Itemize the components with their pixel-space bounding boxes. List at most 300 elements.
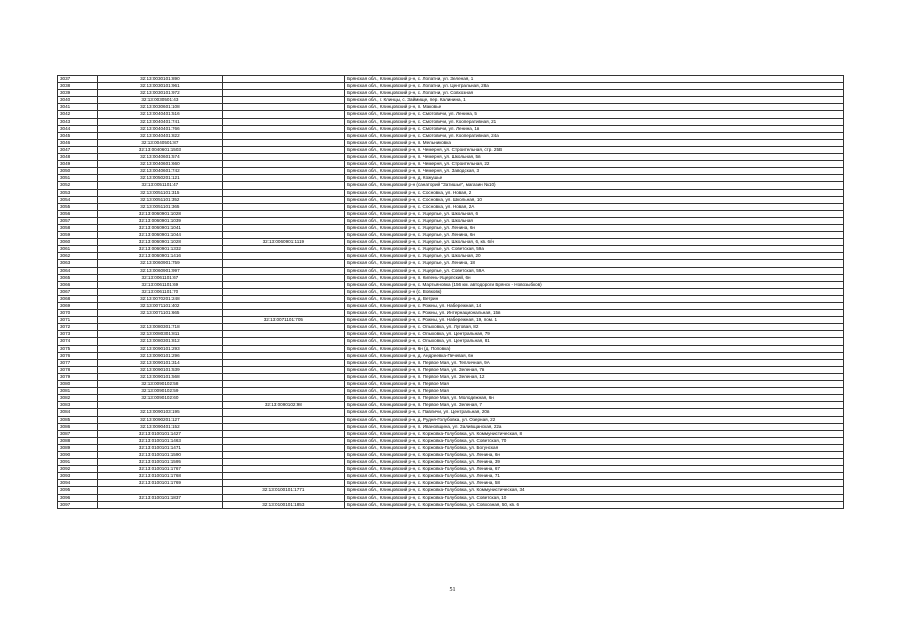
table-row	[58, 168, 844, 175]
row-number-cell: 3061	[58, 246, 98, 253]
address-cell: Брянская обл., Клинцовский р-н, п. Первое Мая, ул. Зеленая, 7	[345, 402, 844, 409]
row-number-cell: 3044	[58, 125, 98, 132]
table-row	[58, 303, 844, 310]
table-row	[58, 423, 844, 430]
address-cell: Брянская обл., Клинцовский р-н, с. Рожны, ул. Набережная, 14	[345, 303, 844, 310]
object-cadastral-number-cell	[222, 466, 344, 473]
address-cell: Брянская обл., Клинцовский р-н, п. Чемерня, ул. Строительная, 22	[345, 161, 844, 168]
address-cell: Брянская обл., Клинцовский р-н, с. Рожны, ул. Интернациональная, 15в	[345, 310, 844, 317]
table-row	[58, 444, 844, 451]
row-number-cell: 3038	[58, 83, 98, 90]
object-cadastral-number-cell: 32:13:0060901:1119	[222, 239, 344, 246]
address-cell: Брянская обл., Клинцовский р-н, п. Маковье	[345, 104, 844, 111]
address-cell: Брянская обл., Клинцовский р-н, с. Сосновка, ул. Новая, 2	[345, 189, 844, 196]
land-cadastral-number-cell: 32:13:0071101:665	[98, 310, 222, 317]
object-cadastral-number-cell	[222, 274, 344, 281]
table-row	[58, 494, 844, 501]
object-cadastral-number-cell	[222, 168, 344, 175]
object-cadastral-number-cell	[222, 76, 344, 83]
address-cell: Брянская обл., Клинцовский р-н, с. Коржовка-Голубовка, ул. Ленина, 58	[345, 480, 844, 487]
land-cadastral-number-cell: 32:13:0040601:574	[98, 154, 222, 161]
land-cadastral-number-cell: 32:13:0080301:718	[98, 324, 222, 331]
object-cadastral-number-cell	[222, 125, 344, 132]
land-cadastral-number-cell: 32:13:0090101:568	[98, 373, 222, 380]
table-row	[58, 118, 844, 125]
table-row	[58, 210, 844, 217]
row-number-cell: 3045	[58, 132, 98, 139]
land-cadastral-number-cell: 32:13:0080301:812	[98, 338, 222, 345]
object-cadastral-number-cell	[222, 303, 344, 310]
land-cadastral-number-cell: 32:13:0060901:997	[98, 267, 222, 274]
object-cadastral-number-cell	[222, 246, 344, 253]
address-cell: Брянская обл., Клинцовский р-н, п. Первое Мая	[345, 388, 844, 395]
land-cadastral-number-cell: 32:13:0060901:1041	[98, 224, 222, 231]
row-number-cell: 3087	[58, 430, 98, 437]
address-cell: Брянская обл., Клинцовский р-н, п. Кипень-Ущерпский, 6н	[345, 274, 844, 281]
table-row	[58, 239, 844, 246]
object-cadastral-number-cell	[222, 146, 344, 153]
table-row	[58, 97, 844, 104]
table-row	[58, 83, 844, 90]
table-row	[58, 111, 844, 118]
address-cell: Брянская обл., Клинцовский р-н, д. Кожушье	[345, 175, 844, 182]
land-cadastral-number-cell: 32:13:0030601:108	[98, 104, 222, 111]
land-cadastral-number-cell: 32:13:0040401:741	[98, 118, 222, 125]
land-cadastral-number-cell: 32:13:0060901:1028	[98, 239, 222, 246]
row-number-cell: 3091	[58, 459, 98, 466]
land-cadastral-number-cell: 32:13:0070201:248	[98, 295, 222, 302]
land-cadastral-number-cell: 32:13:0100101:1767	[98, 466, 222, 473]
row-number-cell: 3060	[58, 239, 98, 246]
land-cadastral-number-cell: 32:13:0040401:516	[98, 111, 222, 118]
address-cell: Брянская обл., Клинцовский р-н, п. Чемерня, ул. Заводская, 3	[345, 168, 844, 175]
object-cadastral-number-cell	[222, 423, 344, 430]
address-cell: Брянская обл., Клинцовский р-н, с. Смотовичи, ул. Ленина, 1в	[345, 125, 844, 132]
address-cell: Брянская обл., Клинцовский р-н, п. Чемерня, ул. Строительная, стр. 25В	[345, 146, 844, 153]
row-number-cell: 3078	[58, 366, 98, 373]
row-number-cell: 3089	[58, 444, 98, 451]
address-cell: Брянская обл., Клинцовский р-н, с. Ущерпье, ул. Школьная	[345, 217, 844, 224]
object-cadastral-number-cell	[222, 345, 344, 352]
table-row	[58, 90, 844, 97]
table-body	[58, 76, 844, 509]
object-cadastral-number-cell	[222, 288, 344, 295]
table-row	[58, 352, 844, 359]
address-cell: Брянская обл., Клинцовский р-н, с. Ущерпье, ул. Ленина, 18	[345, 260, 844, 267]
row-number-cell: 3059	[58, 232, 98, 239]
table-row	[58, 288, 844, 295]
address-cell: Брянская обл., Клинцовский р-н, с. Опыховка, ул. Луговая, 82	[345, 324, 844, 331]
table-row	[58, 395, 844, 402]
land-cadastral-number-cell: 32:13:0090101:296	[98, 352, 222, 359]
land-cadastral-number-cell: 32:13:0090103:195	[98, 409, 222, 416]
address-cell: Брянская обл., Клинцовский р-н, д. Ветрин	[345, 295, 844, 302]
object-cadastral-number-cell	[222, 182, 344, 189]
row-number-cell: 3042	[58, 111, 98, 118]
table-row	[58, 246, 844, 253]
row-number-cell: 3070	[58, 310, 98, 317]
land-cadastral-number-cell: 32:13:0040501:87	[98, 139, 222, 146]
address-cell: Брянская обл., Клинцовский р-н, с. Лопатни, ул. Центральная, 28а	[345, 83, 844, 90]
row-number-cell: 3054	[58, 196, 98, 203]
table-row	[58, 473, 844, 480]
row-number-cell: 3083	[58, 402, 98, 409]
object-cadastral-number-cell	[222, 451, 344, 458]
object-cadastral-number-cell	[222, 97, 344, 104]
table-row	[58, 161, 844, 168]
row-number-cell: 3075	[58, 345, 98, 352]
object-cadastral-number-cell	[222, 373, 344, 380]
row-number-cell: 3069	[58, 303, 98, 310]
address-cell: Брянская обл., Клинцовский р-н, п. Ивановщина, ул. Заливщанская, 22а	[345, 423, 844, 430]
land-cadastral-number-cell: 32:13:0071101:402	[98, 303, 222, 310]
table-row	[58, 104, 844, 111]
table-row	[58, 182, 844, 189]
land-cadastral-number-cell: 32:13:0050201:121	[98, 175, 222, 182]
row-number-cell: 3086	[58, 423, 98, 430]
table-row	[58, 310, 844, 317]
object-cadastral-number-cell	[222, 381, 344, 388]
address-cell: Брянская обл., Клинцовский р-н, с. Коржовка-Голубовка, ул. Ленина, 6н	[345, 451, 844, 458]
land-cadastral-number-cell: 32:13:0040601:660	[98, 161, 222, 168]
table-row	[58, 409, 844, 416]
address-cell: Брянская обл., Клинцовский р-н, с. Смотовичи, ул. Ленина, 5	[345, 111, 844, 118]
row-number-cell: 3066	[58, 281, 98, 288]
address-cell: Брянская обл., Клинцовский р-н, с. Коржовка-Голубовка, ул. Коммунистическая, 34	[345, 487, 844, 494]
land-cadastral-number-cell: 32:13:0061101:69	[98, 281, 222, 288]
object-cadastral-number-cell	[222, 189, 344, 196]
object-cadastral-number-cell	[222, 154, 344, 161]
table-row	[58, 381, 844, 388]
row-number-cell: 3067	[58, 288, 98, 295]
land-cadastral-number-cell: 32:13:0051101:315	[98, 189, 222, 196]
address-cell: Брянская обл., Клинцовский р-н, с. Мартьяновка (156 км. автодороги Брянск - Новозыбков)	[345, 281, 844, 288]
row-number-cell: 3051	[58, 175, 98, 182]
land-cadastral-number-cell	[98, 317, 222, 324]
table-row	[58, 345, 844, 352]
object-cadastral-number-cell	[222, 210, 344, 217]
object-cadastral-number-cell	[222, 494, 344, 501]
address-cell: Брянская обл., Клинцовский р-н, с. Опыховка, ул. Центральная, 79	[345, 331, 844, 338]
row-number-cell: 3052	[58, 182, 98, 189]
object-cadastral-number-cell	[222, 232, 344, 239]
table-row	[58, 466, 844, 473]
address-cell: Брянская обл., Клинцовский р-н, с. Ущерпье, ул. Советская, 59а	[345, 246, 844, 253]
table-row	[58, 451, 844, 458]
object-cadastral-number-cell	[222, 331, 344, 338]
address-cell: Брянская обл., Клинцовский р-н, с. Опыховка, ул. Центральная, 81	[345, 338, 844, 345]
table-row	[58, 430, 844, 437]
table-row	[58, 267, 844, 274]
land-cadastral-number-cell: 32:13:0100101:1427	[98, 430, 222, 437]
table-row	[58, 132, 844, 139]
land-cadastral-number-cell: 32:13:0030101:890	[98, 76, 222, 83]
table-row	[58, 189, 844, 196]
land-cadastral-number-cell: 32:13:0100101:1471	[98, 444, 222, 451]
row-number-cell: 3055	[58, 203, 98, 210]
row-number-cell: 3068	[58, 295, 98, 302]
object-cadastral-number-cell	[222, 430, 344, 437]
row-number-cell: 3082	[58, 395, 98, 402]
table-row	[58, 281, 844, 288]
object-cadastral-number-cell	[222, 161, 344, 168]
address-cell: Брянская обл., Клинцовский р-н, с. Коржовка-Голубовка, ул. Советская, 10	[345, 494, 844, 501]
land-cadastral-number-cell: 32:13:0051101:47	[98, 182, 222, 189]
land-cadastral-number-cell: 32:13:0051101:352	[98, 196, 222, 203]
land-cadastral-number-cell: 32:13:0030101:972	[98, 90, 222, 97]
row-number-cell: 3079	[58, 373, 98, 380]
object-cadastral-number-cell	[222, 104, 344, 111]
row-number-cell: 3093	[58, 473, 98, 480]
object-cadastral-number-cell	[222, 203, 344, 210]
address-cell: Брянская обл., Клинцовский р-н, 6н (д. Поповка)	[345, 345, 844, 352]
object-cadastral-number-cell: 32:13:0100101:1771	[222, 487, 344, 494]
address-cell: Брянская обл., Клинцовский р-н, с. Ущерпье, ул. Ленина, 6н	[345, 224, 844, 231]
address-cell: Брянская обл., Клинцовский р-н, с. Лопатни, ул. Совхозная	[345, 90, 844, 97]
land-cadastral-number-cell: 32:13:0090101:539	[98, 366, 222, 373]
address-cell: Брянская обл., Клинцовский р-н, д. Рудня-Голубовка, ул. Озерная, 22	[345, 416, 844, 423]
object-cadastral-number-cell	[222, 224, 344, 231]
land-cadastral-number-cell: 32:13:0040401:822	[98, 132, 222, 139]
address-cell: Брянская обл., Клинцовский р-н, п. Первое Мая, ул. Зеленая, 12	[345, 373, 844, 380]
land-cadastral-number-cell: 32:13:0100101:1595	[98, 459, 222, 466]
row-number-cell: 3077	[58, 359, 98, 366]
table-row	[58, 260, 844, 267]
land-cadastral-number-cell: 32:13:0060901:1332	[98, 246, 222, 253]
row-number-cell: 3092	[58, 466, 98, 473]
land-cadastral-number-cell: 32:13:0060901:759	[98, 260, 222, 267]
land-cadastral-number-cell: 32:13:0060901:1416	[98, 253, 222, 260]
land-cadastral-number-cell: 32:13:0090102:58	[98, 381, 222, 388]
address-cell: Брянская обл., Клинцовский р-н (санаторий "Затишье", магазин №10)	[345, 182, 844, 189]
row-number-cell: 3081	[58, 388, 98, 395]
table-row	[58, 232, 844, 239]
row-number-cell: 3095	[58, 487, 98, 494]
row-number-cell: 3048	[58, 154, 98, 161]
table-row	[58, 154, 844, 161]
row-number-cell: 3074	[58, 338, 98, 345]
row-number-cell: 3080	[58, 381, 98, 388]
table-row	[58, 416, 844, 423]
land-cadastral-number-cell: 32:13:0061101:67	[98, 274, 222, 281]
table-row	[58, 125, 844, 132]
object-cadastral-number-cell	[222, 111, 344, 118]
row-number-cell: 3049	[58, 161, 98, 168]
address-cell: Брянская обл., Клинцовский р-н, с. Коржовка-Голубовка, ул. Богунская	[345, 444, 844, 451]
object-cadastral-number-cell	[222, 352, 344, 359]
land-cadastral-number-cell: 32:13:0051101:365	[98, 203, 222, 210]
land-cadastral-number-cell: 32:13:0060901:1044	[98, 232, 222, 239]
row-number-cell: 3047	[58, 146, 98, 153]
object-cadastral-number-cell	[222, 253, 344, 260]
object-cadastral-number-cell	[222, 139, 344, 146]
land-cadastral-number-cell: 32:13:0100101:1837	[98, 494, 222, 501]
table-row	[58, 224, 844, 231]
object-cadastral-number-cell	[222, 132, 344, 139]
row-number-cell: 3063	[58, 260, 98, 267]
row-number-cell: 3072	[58, 324, 98, 331]
address-cell: Брянская обл., Клинцовский р-н, с. Лопатни, ул. Зеленая, 1	[345, 76, 844, 83]
object-cadastral-number-cell	[222, 310, 344, 317]
address-cell: Брянская обл., Клинцовский р-н, с. Ущерпье, ул. Советская, 59А	[345, 267, 844, 274]
land-cadastral-number-cell: 32:13:0100101:1590	[98, 451, 222, 458]
object-cadastral-number-cell	[222, 359, 344, 366]
land-cadastral-number-cell	[98, 501, 222, 508]
land-cadastral-number-cell: 32:13:0090102:60	[98, 395, 222, 402]
table-row	[58, 146, 844, 153]
page-number: 51	[449, 587, 456, 593]
address-cell: Брянская обл., Клинцовский р-н, с. Коржовка-Голубовка, ул. Советская, 70	[345, 437, 844, 444]
object-cadastral-number-cell	[222, 175, 344, 182]
address-cell: Брянская обл., Клинцовский р-н, с. Коржовка-Голубовка, ул. Ленина, 67	[345, 466, 844, 473]
object-cadastral-number-cell	[222, 90, 344, 97]
object-cadastral-number-cell	[222, 267, 344, 274]
address-cell: Брянская обл., Клинцовский р-н, с. Ущерпье, ул. Школьная, 6, кв. 6/н	[345, 239, 844, 246]
object-cadastral-number-cell	[222, 260, 344, 267]
row-number-cell: 3056	[58, 210, 98, 217]
address-cell: Брянская обл., Клинцовский р-н, с. Коржовка-Голубовка, ул. Ленина, 71	[345, 473, 844, 480]
row-number-cell: 3058	[58, 224, 98, 231]
table-row	[58, 388, 844, 395]
land-cadastral-number-cell: 32:13:0100101:1769	[98, 480, 222, 487]
row-number-cell: 3097	[58, 501, 98, 508]
table-row	[58, 196, 844, 203]
object-cadastral-number-cell	[222, 437, 344, 444]
row-number-cell: 3057	[58, 217, 98, 224]
table-row	[58, 437, 844, 444]
object-cadastral-number-cell	[222, 395, 344, 402]
land-cadastral-number-cell: 32:13:0060901:1028	[98, 210, 222, 217]
object-cadastral-number-cell	[222, 416, 344, 423]
land-cadastral-number-cell: 32:13:0090401:152	[98, 423, 222, 430]
table-row	[58, 459, 844, 466]
address-cell: Брянская обл., Клинцовский р-н, п. Первое Мая, ул. Молодежная, 6н	[345, 395, 844, 402]
row-number-cell: 3050	[58, 168, 98, 175]
address-cell: Брянская обл., Клинцовский р-н, с. Ущерпье, ул. Школьная, 6	[345, 210, 844, 217]
cadastral-table	[57, 75, 844, 509]
object-cadastral-number-cell	[222, 459, 344, 466]
address-cell: Брянская обл., г. Клинцы, с. Займище, пер. Калинина, 1	[345, 97, 844, 104]
object-cadastral-number-cell: 32:13:0100101:1853	[222, 501, 344, 508]
address-cell: Брянская обл., Клинцовский р-н (с. Вовковк)	[345, 288, 844, 295]
object-cadastral-number-cell	[222, 409, 344, 416]
row-number-cell: 3073	[58, 331, 98, 338]
object-cadastral-number-cell	[222, 480, 344, 487]
object-cadastral-number-cell	[222, 83, 344, 90]
table-row	[58, 501, 844, 508]
row-number-cell: 3096	[58, 494, 98, 501]
row-number-cell: 3065	[58, 274, 98, 281]
address-cell: Брянская обл., Клинцовский р-н, п. Первое Мая, ул. Тепличная, 9А	[345, 359, 844, 366]
object-cadastral-number-cell: 32:13:0090102:98	[222, 402, 344, 409]
land-cadastral-number-cell: 32:13:0090101:293	[98, 345, 222, 352]
table-row	[58, 402, 844, 409]
row-number-cell: 3088	[58, 437, 98, 444]
address-cell: Брянская обл., Клинцовский р-н, с. Коржовка-Голубовка, ул. Совхозная, 50, кв. 6	[345, 501, 844, 508]
table-row	[58, 373, 844, 380]
row-number-cell: 3084	[58, 409, 98, 416]
object-cadastral-number-cell	[222, 196, 344, 203]
land-cadastral-number-cell: 32:13:0030501:43	[98, 97, 222, 104]
object-cadastral-number-cell	[222, 324, 344, 331]
table-row	[58, 487, 844, 494]
table-row	[58, 274, 844, 281]
object-cadastral-number-cell	[222, 366, 344, 373]
land-cadastral-number-cell: 32:13:0090102:59	[98, 388, 222, 395]
row-number-cell: 3053	[58, 189, 98, 196]
address-cell: Брянская обл., Клинцовский р-н, п. Мельниковка	[345, 139, 844, 146]
address-cell: Брянская обл., Клинцовский р-н, п. Первое Мая	[345, 381, 844, 388]
table-row	[58, 324, 844, 331]
row-number-cell: 3046	[58, 139, 98, 146]
address-cell: Брянская обл., Клинцовский р-н, с. Смотовичи, ул. Кооперативная, 21	[345, 118, 844, 125]
land-cadastral-number-cell: 32:13:0060901:1039	[98, 217, 222, 224]
table-row	[58, 139, 844, 146]
object-cadastral-number-cell	[222, 444, 344, 451]
table-row	[58, 317, 844, 324]
table-row	[58, 331, 844, 338]
table-row	[58, 253, 844, 260]
table-row	[58, 359, 844, 366]
row-number-cell: 3085	[58, 416, 98, 423]
row-number-cell: 3090	[58, 451, 98, 458]
row-number-cell: 3040	[58, 97, 98, 104]
object-cadastral-number-cell	[222, 388, 344, 395]
object-cadastral-number-cell	[222, 338, 344, 345]
row-number-cell: 3043	[58, 118, 98, 125]
object-cadastral-number-cell	[222, 217, 344, 224]
address-cell: Брянская обл., Клинцовский р-н, д. Андреевка-Печевая, 6н	[345, 352, 844, 359]
row-number-cell: 3064	[58, 267, 98, 274]
address-cell: Брянская обл., Клинцовский р-н, с. Сосновка, ул. Новая, 2А	[345, 203, 844, 210]
address-cell: Брянская обл., Клинцовский р-н, с. Сосновка, ул. Школьная, 10	[345, 196, 844, 203]
object-cadastral-number-cell	[222, 473, 344, 480]
address-cell: Брянская обл., Клинцовский р-н, с. Павличи, ул. Центральная, 20в	[345, 409, 844, 416]
land-cadastral-number-cell: 32:13:0040601:1503	[98, 146, 222, 153]
object-cadastral-number-cell: 32:13:0071101:705	[222, 317, 344, 324]
table-row	[58, 217, 844, 224]
row-number-cell: 3071	[58, 317, 98, 324]
land-cadastral-number-cell: 32:13:0100101:1463	[98, 437, 222, 444]
land-cadastral-number-cell: 32:13:0090101:314	[98, 359, 222, 366]
address-cell: Брянская обл., Клинцовский р-н, п. Первое Мая, ул. Зеленая, 7в	[345, 366, 844, 373]
table-row	[58, 366, 844, 373]
address-cell: Брянская обл., Клинцовский р-н, с. Смотовичи, ул. Кооперативная, 24а	[345, 132, 844, 139]
land-cadastral-number-cell: 32:13:0040601:742	[98, 168, 222, 175]
table-row	[58, 295, 844, 302]
table-row	[58, 480, 844, 487]
table-row	[58, 338, 844, 345]
row-number-cell: 3062	[58, 253, 98, 260]
land-cadastral-number-cell	[98, 402, 222, 409]
row-number-cell: 3041	[58, 104, 98, 111]
row-number-cell: 3037	[58, 76, 98, 83]
land-cadastral-number-cell: 32:13:0090201:127	[98, 416, 222, 423]
land-cadastral-number-cell: 32:13:0030101:961	[98, 83, 222, 90]
land-cadastral-number-cell: 32:13:0100101:1768	[98, 473, 222, 480]
address-cell: Брянская обл., Клинцовский р-н, с. Ущерпье, ул. Ленина, 6н	[345, 232, 844, 239]
address-cell: Брянская обл., Клинцовский р-н, п. Чемерня, ул. Школьная, 5в	[345, 154, 844, 161]
land-cadastral-number-cell: 32:13:0080301:811	[98, 331, 222, 338]
table-row	[58, 76, 844, 83]
address-cell: Брянская обл., Клинцовский р-н, с. Ущерпье, ул. Школьная, 20	[345, 253, 844, 260]
address-cell: Брянская обл., Клинцовский р-н, с. Коржовка-Голубовка, ул. Коммунистическая, 8	[345, 430, 844, 437]
land-cadastral-number-cell: 32:13:0040401:766	[98, 125, 222, 132]
land-cadastral-number-cell: 32:13:0061101:70	[98, 288, 222, 295]
land-cadastral-number-cell	[98, 487, 222, 494]
row-number-cell: 3094	[58, 480, 98, 487]
row-number-cell: 3076	[58, 352, 98, 359]
